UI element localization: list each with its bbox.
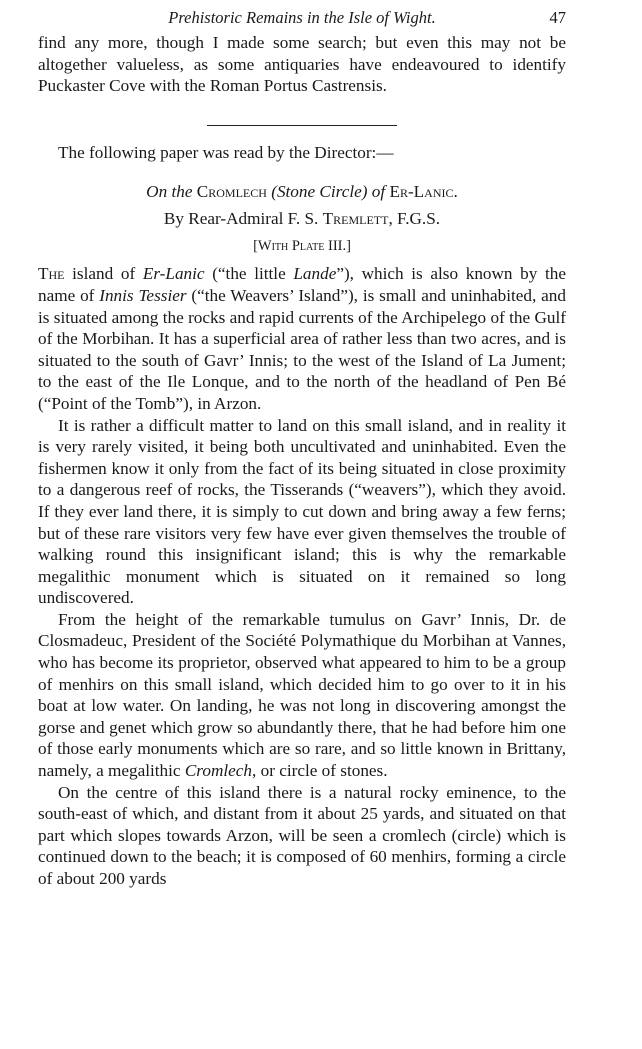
p1-opening-word: The [38, 264, 65, 284]
running-header [38, 8, 566, 32]
p3-cromlech: Cromlech [184, 761, 252, 781]
p1-text-b: (“the little [204, 264, 294, 284]
body-paragraph-3 [38, 609, 566, 782]
author-surname: Tremlett [322, 209, 389, 229]
p1-innis-tessier: Innis Tessier [99, 285, 187, 305]
title-er-lanic: Er-Lanic. [389, 182, 458, 202]
title-stone-circle: (Stone Circle) [271, 182, 368, 202]
author-prefix: By Rear-Admiral F. S. [163, 209, 319, 229]
document-page [38, 8, 566, 890]
section-divider [207, 125, 397, 126]
paper-title [38, 181, 566, 202]
read-by-line: The following paper was read by the Director:— [58, 142, 394, 162]
p3-text-a: From the height of the remarkable tumulus on Gavr’ Innis, Dr. de Closmadeuc, President of the Société Polymathique du Morbihan at Vannes, who has become its proprietor, observed what appeared to him to be a group of menhirs on this small island, which decided him to go over to it in his boat at low water. On landing, he was not long in discovering amongst the gorse and genet which grow so abundantly there, that he had before him one of those early monuments which are so rare, and so little known in Brittany, namely, a megalithic [38, 609, 566, 781]
title-cromlech: Cromlech [196, 182, 267, 202]
page-number: 47 [549, 8, 566, 27]
p1-er-lanic: Er-Lanic [142, 264, 205, 284]
body-paragraph-1 [38, 263, 566, 414]
author-line [38, 208, 566, 229]
p1-text-d: (“the Weavers’ Island”), is small and uninhabited, and is situated among the rocks and rapid currents of the Archipelego of the Gulf of the Morbihan. It has a superficial area of rather less than two acres, and is situated to the south of Gavr’ Innis; to the west of the Island of La Jument; to the east of the Ile Lonque, and to the north of the headland of Pen Bé (“Point of the Tomb”), in Arzon. [38, 285, 566, 413]
title-on-the: On the [146, 182, 193, 202]
plate-reference: [With Plate III.] [253, 238, 351, 255]
title-of: of [371, 182, 386, 202]
body-paragraph-4: On the centre of this island there is a natural rocky eminence, to the south-east of which, and distant from it about 25 yards, and situated on that part which slopes towards Arzon, will be seen a cromlech (circle) which is continued down to the beach; it is composed of 60 menhirs, forming a circle of about 200 yards [38, 782, 566, 888]
p1-text-c: ”), which is also known by the name of [38, 264, 567, 305]
running-title: Prehistoric Remains in the Isle of Wight. [168, 8, 436, 27]
p3-text-b: , or circle of stones. [252, 761, 388, 781]
author-suffix: , F.G.S. [388, 209, 441, 229]
intro-paragraph: find any more, though I made some search; but even this may not be altogether valueless, as some antiquaries have endeavoured to identify Puckaster Cove with the Roman Portus Castrensis. [38, 33, 566, 96]
p1-lande: Lande [293, 264, 337, 284]
body-paragraph-2: It is rather a difficult matter to land on this small island, and in reality it is very rarely visited, it being both uncultivated and uninhabited. Even the fishermen know it only from the fact of its being situated in close proximity to a dangerous reef of rocks, the Tisserands (“weavers”), which they avoid. If they ever land there, it is simply to cut down and bring away a few ferns; but of these rare visitors very few have ever given themselves the trouble of walking round this insignificant island; this is why the remarkable megalithic monument which is situated on it remained so long undiscovered. [38, 415, 566, 608]
p1-text-a: island of [64, 264, 143, 284]
